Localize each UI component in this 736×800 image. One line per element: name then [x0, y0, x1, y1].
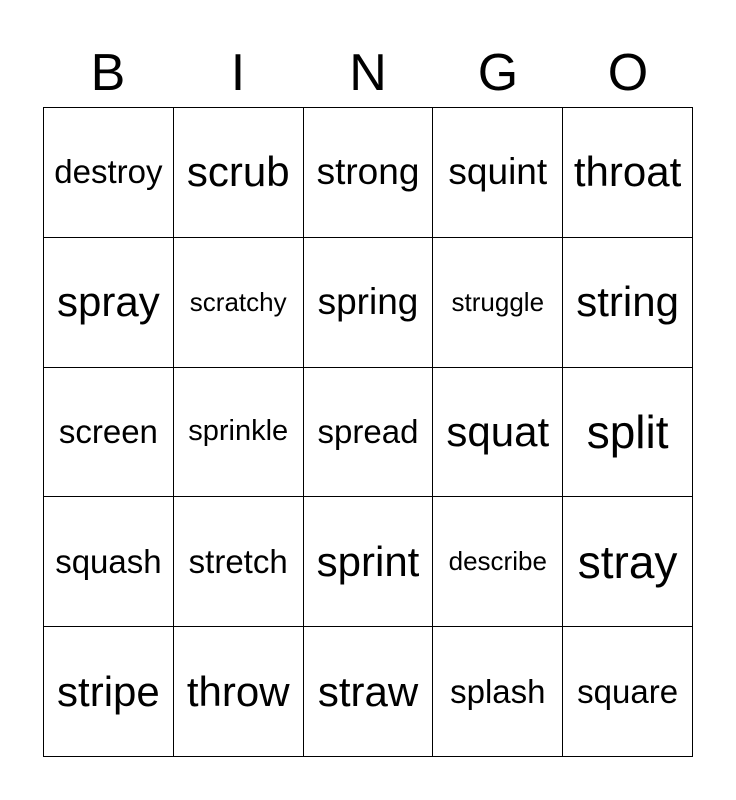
header-letter-o: O: [607, 44, 649, 102]
bingo-cell: string: [563, 238, 693, 368]
bingo-cell: stretch: [174, 497, 304, 627]
header-letter-n: N: [349, 44, 387, 102]
bingo-cell: sprint: [304, 497, 434, 627]
bingo-cell: throat: [563, 108, 693, 238]
bingo-cell: strong: [304, 108, 434, 238]
bingo-cell: scrub: [174, 108, 304, 238]
bingo-cell: spring: [304, 238, 434, 368]
bingo-cell: stray: [563, 497, 693, 627]
bingo-cell: straw: [304, 627, 434, 757]
bingo-cell: describe: [433, 497, 563, 627]
bingo-header: [43, 40, 693, 106]
header-letter-b: B: [90, 44, 126, 102]
bingo-cell: scratchy: [174, 238, 304, 368]
header-letter-i: I: [230, 44, 246, 102]
bingo-cell: square: [563, 627, 693, 757]
bingo-cell: squash: [44, 497, 174, 627]
bingo-cell: spread: [304, 368, 434, 498]
header-letter-g: G: [477, 44, 519, 102]
bingo-cell: throw: [174, 627, 304, 757]
bingo-cell: sprinkle: [174, 368, 304, 498]
bingo-cell: squat: [433, 368, 563, 498]
bingo-grid: [43, 107, 693, 757]
bingo-cell: destroy: [44, 108, 174, 238]
bingo-cell: struggle: [433, 238, 563, 368]
bingo-cell: spray: [44, 238, 174, 368]
bingo-cell: squint: [433, 108, 563, 238]
bingo-cell: screen: [44, 368, 174, 498]
bingo-cell: split: [563, 368, 693, 498]
bingo-cell: stripe: [44, 627, 174, 757]
bingo-cell: splash: [433, 627, 563, 757]
